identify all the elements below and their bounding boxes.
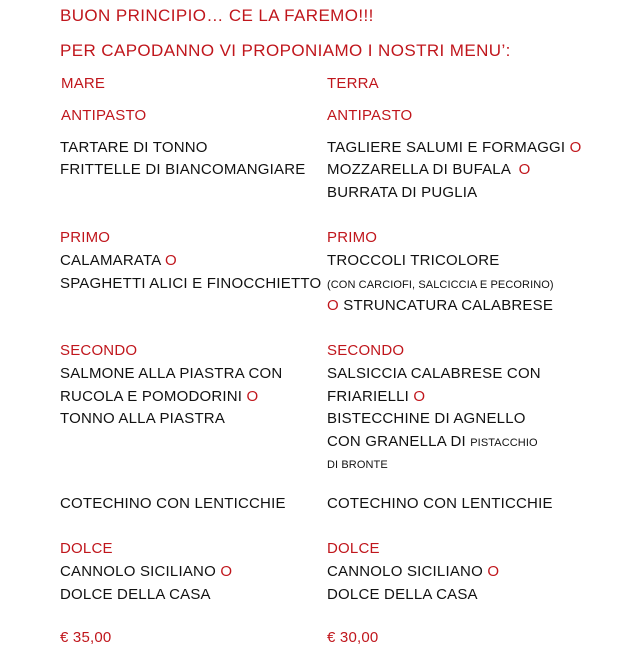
left-price: € 35,00 (60, 629, 112, 646)
dish-text: CON GRANELLA DI (327, 433, 466, 450)
dish-text: TAGLIERE SALUMI E FORMAGGI (327, 139, 566, 156)
left-secondo-item: TONNO ALLA PIASTRA (60, 410, 226, 427)
menu-title: BUON PRINCIPIO… CE LA FAREMO!!! (60, 6, 374, 25)
right-dolce-heading: DOLCE (327, 540, 380, 557)
or-separator: O (518, 161, 531, 178)
right-secondo-item: BISTECCHINE DI AGNELLO (327, 410, 526, 427)
right-primo-note: (CON CARCIOFI, SALCICCIA E PECORINO) (327, 279, 554, 291)
category-mare: MARE (61, 75, 106, 92)
or-separator: O (413, 388, 426, 405)
left-primo-item: SPAGHETTI ALICI E FINOCCHIETTO (60, 275, 322, 292)
left-cotechino: COTECHINO CON LENTICCHIE (60, 495, 286, 512)
left-dolce-heading: DOLCE (60, 540, 113, 557)
left-secondo-heading: SECONDO (60, 342, 138, 359)
dish-text: STRUNCATURA CALABRESE (343, 297, 554, 314)
or-separator: O (220, 563, 233, 580)
right-price: € 30,00 (327, 629, 379, 646)
right-secondo-item (327, 432, 538, 453)
dish-text: CALAMARATA (60, 252, 161, 269)
right-secondo-item: SALSICCIA CALABRESE CON (327, 365, 541, 382)
right-antipasto-item (327, 160, 530, 180)
right-dolce-item (327, 562, 499, 582)
left-primo-heading: PRIMO (60, 229, 111, 246)
left-secondo-item (60, 387, 258, 407)
category-terra: TERRA (327, 75, 379, 92)
left-dolce-item (60, 562, 232, 582)
right-primo-item: TROCCOLI TRICOLORE (327, 252, 500, 269)
left-antipasto-item: FRITTELLE DI BIANCOMANGIARE (60, 161, 306, 178)
right-secondo-item (327, 387, 425, 407)
right-secondo-heading: SECONDO (327, 342, 405, 359)
or-separator: O (327, 297, 339, 314)
dish-text: RUCOLA E POMODORINI (60, 388, 243, 405)
dish-text: FRIARIELLI (327, 388, 410, 405)
left-primo-item (60, 251, 177, 271)
menu-subtitle: PER CAPODANNO VI PROPONIAMO I NOSTRI MENU’: (60, 41, 511, 60)
left-antipasto-heading: ANTIPASTO (61, 107, 147, 124)
or-separator: O (165, 252, 177, 269)
right-secondo-item: DI BRONTE (327, 459, 388, 471)
dish-text: MOZZARELLA DI BUFALA (327, 161, 511, 178)
left-secondo-item: SALMONE ALLA PIASTRA CON (60, 365, 283, 382)
right-antipasto-item: BURRATA DI PUGLIA (327, 184, 478, 201)
right-cotechino: COTECHINO CON LENTICCHIE (327, 495, 553, 512)
right-antipasto-heading: ANTIPASTO (327, 107, 413, 124)
dish-text: CANNOLO SICILIANO (327, 563, 483, 580)
right-primo-heading: PRIMO (327, 229, 378, 246)
or-separator: O (487, 563, 500, 580)
right-dolce-item: DOLCE DELLA CASA (327, 586, 478, 603)
or-separator: O (569, 139, 582, 156)
right-primo-item (327, 296, 553, 316)
or-separator: O (246, 388, 259, 405)
left-antipasto-item: TARTARE DI TONNO (60, 139, 208, 156)
dish-text-small: PISTACCHIO (470, 437, 538, 449)
left-dolce-item: DOLCE DELLA CASA (60, 586, 211, 603)
dish-text: CANNOLO SICILIANO (60, 563, 216, 580)
right-antipasto-item (327, 138, 582, 158)
